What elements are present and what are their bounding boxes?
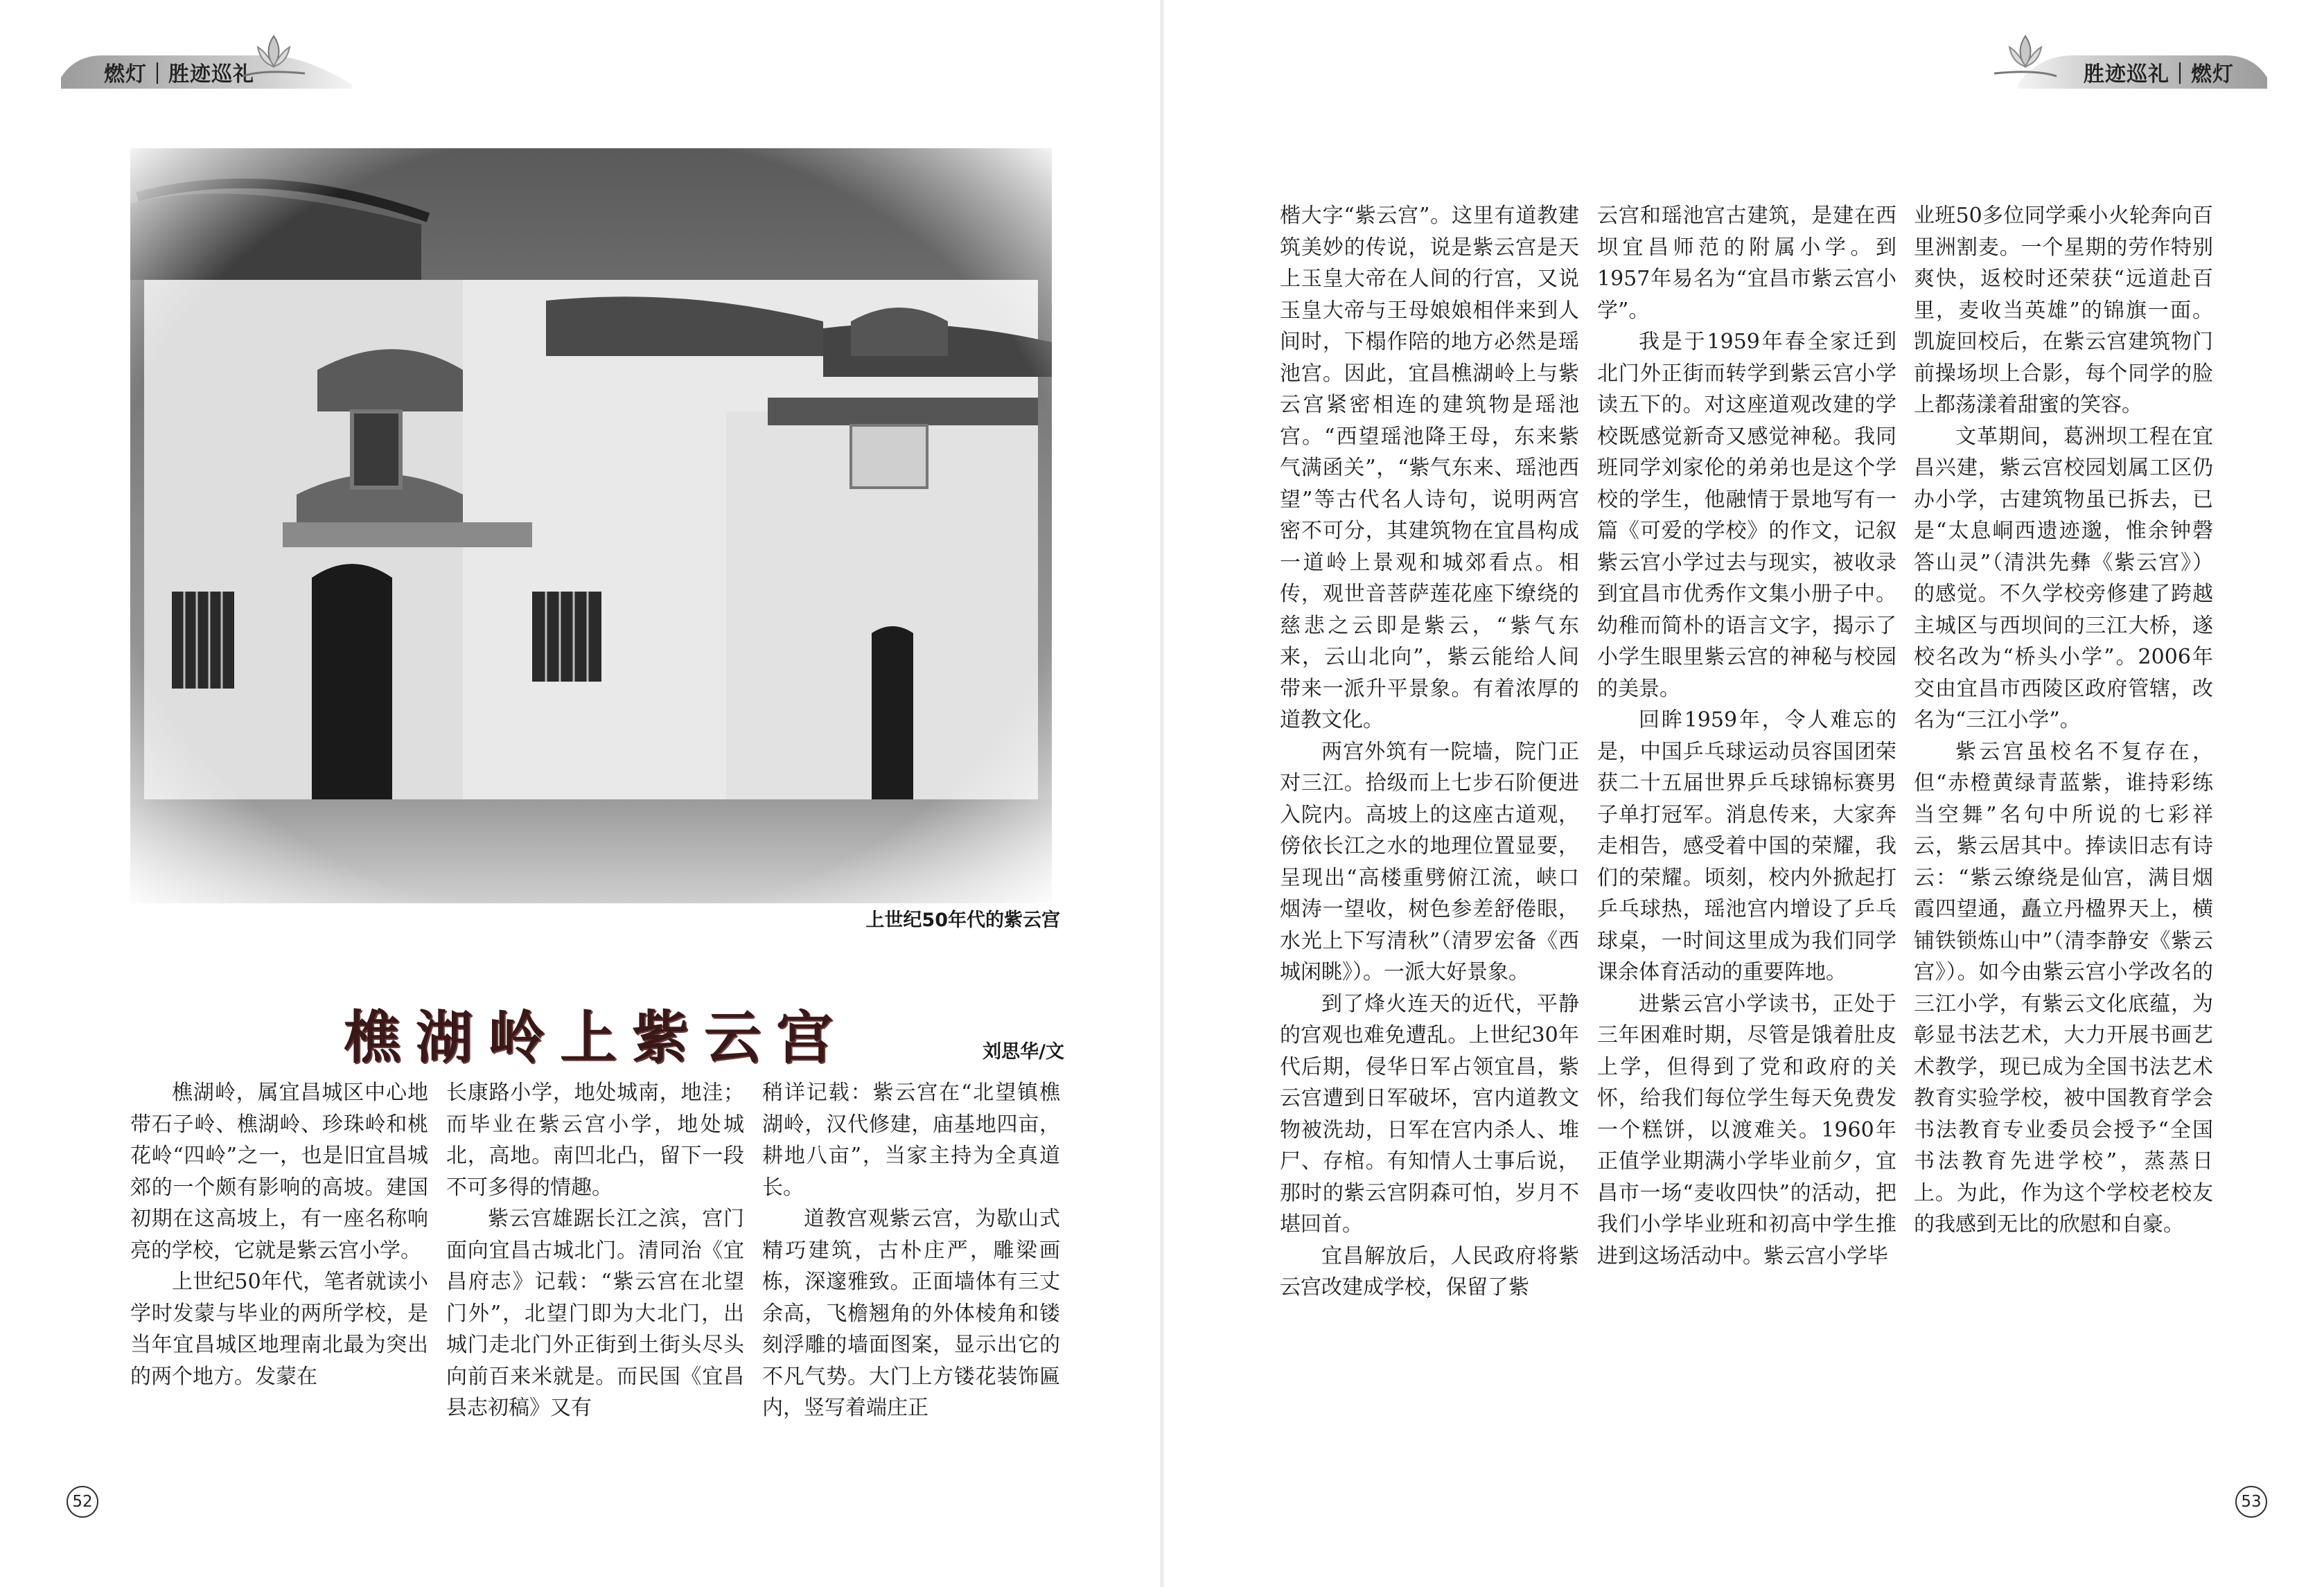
- text-column-2: [446, 1077, 744, 1424]
- paragraph: 樵湖岭，属宜昌城区中心地带石子岭、樵湖岭、珍珠岭和桃花岭“四岭”之一，也是旧宜昌城郊的一个颇有影响的高坡。建国初期在这高坡上，有一座名称响亮的学校，它就是紫云宫小学。: [130, 1081, 428, 1263]
- paragraph: 宜昌解放后，人民政府将紫云宫改建成学校，保留了紫: [1280, 1243, 1579, 1300]
- lotus-ornament-right-icon: [1987, 28, 2063, 82]
- photo-caption: 上世纪50年代的紫云宫: [865, 910, 1060, 931]
- article-title: 樵湖岭上紫云宫: [343, 1004, 848, 1071]
- page-number-right: 53: [2235, 1486, 2267, 1518]
- lotus-ornament-left-icon: [236, 28, 312, 82]
- paragraph: 我是于1959年春全家迁到北门外正街而转学到紫云宫小学读五下的。对这座道观改建的学校既感觉新奇又感觉神秘。我同班同学刘家伦的弟弟也是这个学校的学生，他融情于景地写有一篇《可爱的学校》的作文，记叙紫云宫小学过去与现实，被收录到宜昌市优秀作文集小册子中。幼稚而简朴的语言文字，揭示了小学生眼里紫云宫的神秘与校园的美景。: [1597, 330, 1896, 701]
- text-column-5: [1597, 200, 1896, 1272]
- page-number-left: 52: [67, 1486, 98, 1518]
- paragraph: 文革期间，葛洲坝工程在宜昌兴建，紫云宫校园划属工区仍办小学，古建筑物虽已拆去，已是“太息峒西遗迹邈，惟余钟磬答山灵”（清洪先彝《紫云宫》）的感觉。不久学校旁修建了跨越主城区与西坝间的三江大桥，遂校名改为“桥头小学”。2006年交由宜昌市西陵区政府管辖，改名为“三江小学”。: [1914, 424, 2213, 732]
- left-header-text: 燃灯｜胜迹巡礼: [104, 62, 254, 87]
- paragraph: 上世纪50年代，笔者就读小学时发蒙与毕业的两所学校，是当年宜昌城区地理南北最为突出的两个地方。发蒙在: [130, 1270, 428, 1389]
- text-column-6: [1914, 200, 2213, 1241]
- temple-illustration: [130, 148, 1052, 903]
- page-fold: [1160, 0, 1164, 1587]
- paragraph: 长康路小学，地处城南，地洼；而毕业在紫云宫小学，地处城北，高地。南凹北凸，留下一段不可多得的情趣。: [446, 1081, 744, 1200]
- paragraph: 到了烽火连天的近代，平静的宫观也难免遭乱。上世纪30年代后期，侵华日军占领宜昌，紫云宫遭到日军破坏，宫内道教文物被洗劫，日军在宫内杀人、堆尸、存棺。有知情人士事后说，那时的紫云宫阴森可怕，岁月不堪回首。: [1280, 991, 1579, 1236]
- text-column-4: [1280, 200, 1579, 1304]
- text-column-1: [130, 1077, 428, 1392]
- paragraph: 紫云宫雄踞长江之滨，宫门面向宜昌古城北门。清同治《宜昌府志》记载：“紫云宫在北望门外”，北望门即为大北门，出城门走北门外正街到土街头尽头向前百来米就是。而民国《宜昌县志初稿》又有: [446, 1207, 744, 1420]
- right-header-text: 胜迹巡礼｜燃灯: [2084, 62, 2234, 87]
- paragraph: 稍详记载：紫云宫在“北望镇樵湖岭，汉代修建，庙基地四亩，耕地八亩”，当家主持为全真道长。: [762, 1081, 1060, 1200]
- author-byline: 刘思华/文: [983, 1041, 1064, 1063]
- paragraph: 业班50多位同学乘小火轮奔向百里洲割麦。一个星期的劳作特别爽快，返校时还荣获“远道赴百里，麦收当英雄”的锦旗一面。凯旋回校后，在紫云宫建筑物门前操场坝上合影，每个同学的脸上都荡漾着甜蜜的笑容。: [1914, 204, 2213, 417]
- paragraph: 楷大字“紫云宫”。这里有道教建筑美妙的传说，说是紫云宫是天上玉皇大帝在人间的行宫，又说玉皇大帝与王母娘娘相伴来到人间时，下榻作陪的地方必然是瑶池宫。因此，宜昌樵湖岭上与紫云宫紧密相连的建筑物是瑶池宫。“西望瑶池降王母，东来紫气满函关”，“紫气东来、瑶池西望”等古代名人诗句，说明两宫密不可分，其建筑物在宜昌构成一道岭上景观和城郊看点。相传，观世音菩萨莲花座下缭绕的慈悲之云即是紫云，“紫气东来，云山北向”，紫云能给人间带来一派升平景象。有着浓厚的道教文化。: [1280, 204, 1579, 732]
- temple-photograph: [130, 148, 1052, 903]
- paragraph: 回眸1959年，令人难忘的是，中国乒乓球运动员容国团荣获二十五届世界乒乓球锦标赛男子单打冠军。消息传来，大家奔走相告，感受着中国的荣耀，我们的荣耀。顷刻，校内外掀起打乒乓球热，瑶池宫内增设了乒乓球桌，一时间这里成为我们同学课余体育活动的重要阵地。: [1597, 708, 1896, 984]
- paragraph: 紫云宫虽校名不复存在，但“赤橙黄绿青蓝紫，谁持彩练当空舞”名句中所说的七彩祥云，紫云居其中。捧读旧志有诗云：“紫云缭绕是仙宫，满目烟霞四望通，矗立丹楹界天上，横铺铁锁炼山中”（清李静安《紫云宫》）。如今由紫云宫小学改名的三江小学，有紫云文化底蕴，为彰显书法艺术，大力开展书画艺术教学，现已成为全国书法艺术教育实验学校，被中国教育学会书法教育专业委员会授予“全国书法教育先进学校”，蒸蒸日上。为此，作为这个学校老校友的我感到无比的欣慰和自豪。: [1914, 739, 2213, 1236]
- paragraph: 道教宫观紫云宫，为歇山式精巧建筑，古朴庄严，雕梁画栋，深邃雅致。正面墙体有三丈余高，飞檐翘角的外体棱角和镂刻浮雕的墙面图案，显示出它的不凡气势。大门上方镂花装饰匾内，竖写着端庄正: [762, 1207, 1060, 1420]
- paragraph: 云宫和瑶池宫古建筑，是建在西坝宜昌师范的附属小学。到1957年易名为“宜昌市紫云宫小学”。: [1597, 204, 1896, 323]
- paragraph: 进紫云宫小学读书，正处于三年困难时期，尽管是饿着肚皮上学，但得到了党和政府的关怀，给我们每位学生每天免费发一个糕饼，以渡难关。1960年正值学业期满小学毕业前夕，宜昌市一场“麦收四快”的活动，把我们小学毕业班和初高中学生推进到这场活动中。紫云宫小学毕: [1597, 991, 1896, 1268]
- text-column-3: [762, 1077, 1060, 1424]
- paragraph: 两宫外筑有一院墙，院门正对三江。拾级而上七步石阶便进入院内。高坡上的这座古道观，傍依长江之水的地理位置显要，呈现出“高楼重劈俯江流，峡口烟涛一望收，树色参差舒倦眼，水光上下写清秋”（清罗宏备《西城闲眺》）。一派大好景象。: [1280, 739, 1579, 984]
